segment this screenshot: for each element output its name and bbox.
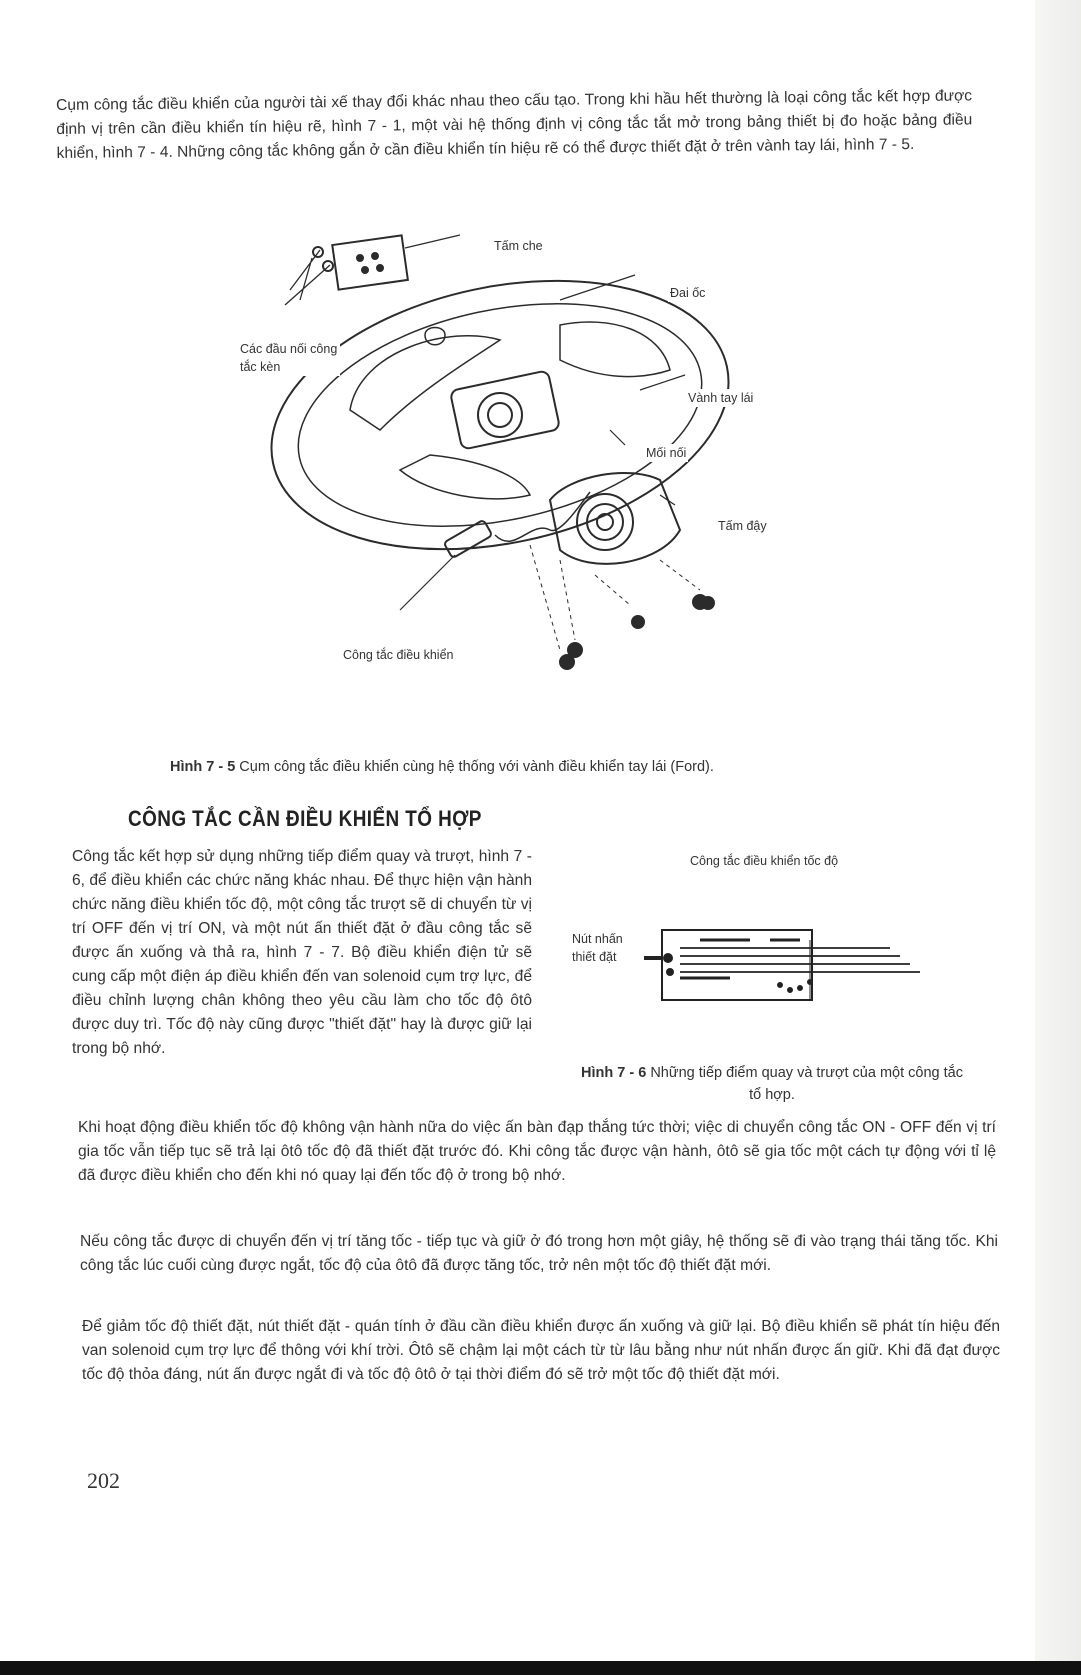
label-back-plate: Tấm đậy [718,519,767,533]
label-connector: Mối nối [646,446,687,460]
paragraph-3: Để giảm tốc độ thiết đặt, nút thiết đặt - quán tính ở đầu cần điều khiển được ấn xuống và giữ lại. Bộ điều khiển sẽ phát tín hiệu đến van solenoid cụm trợ lực để thông với khí trời. Ôtô sẽ chậm lại một cách từ từ lâu bằng như nút nhấn được ấn giữ. Khi đã đạt được tốc độ thỏa đáng, nút ấn được ngắt đi và tốc độ ôtô ở tại thời điểm đó sẽ trở một tốc độ thiết đặt mới. [82,1318,1000,1383]
label-set-button: Nút nhấn thiết đặt [570,930,644,966]
figure-7-5-caption [170,756,890,778]
intro-paragraph: Cụm công tắc điều khiển của người tài xế thay đổi khác nhau theo cấu tạo. Trong khi hầu hết thường là loại công tắc kết hợp được định vị trên cần điều khiển tín hiệu rẽ, hình 7 - 1, một vài hệ thống định vị công tắc tắt mở trong bảng thiết bị đo hoặc bảng điều khiển, hình 7 - 4. Những công tắc không gắn ở cần điều khiển tín hiệu rẽ có thể được thiết đặt ở trên vành tay lái, hình 7 - 5. [56,87,973,162]
figure-7-5-number: Hình 7 - 5 [170,759,236,775]
page-number: 202 [87,1468,120,1493]
figure-7-6-number: Hình 7 - 6 [581,1065,647,1081]
label-wheel-rim: Vành tay lái [688,391,754,405]
figure-7-6-text: Những tiếp điểm quay và trượt của một công tắc tổ hợp. [650,1065,963,1103]
scan-edge [1035,0,1081,1675]
label-cover: Tấm che [494,239,543,253]
section-heading: CÔNG TẮC CẦN ĐIỀU KHIỂN TỔ HỢP [128,806,482,831]
label-nut: Đai ốc [670,286,706,300]
section-paragraph: Công tắc kết hợp sử dụng những tiếp điểm quay và trượt, hình 7 - 6, để điều khiển các chức năng khác nhau. Để thực hiện vận hành chức năng điều khiển tốc độ, một công tắc trượt sẽ di chuyển từ vị trí OFF đến vị trí ON, và một nút ấn thiết đặt ở đầu công tắc sẽ được ấn xuống và thả ra, hình 7 - 7. Bộ điều khiển điện tử sẽ cung cấp một điện áp điều khiển đến van solenoid cụm trợ lực, để điều chỉnh lượng chân không theo yêu cầu làm cho tốc độ ôtô được duy trì. Tốc độ này cũng được "thiết đặt" hay là được giữ lại trong bộ nhớ. [72,848,532,1057]
figure-7-5-text: Cụm công tắc điều khiển cùng hệ thống với vành điều khiển tay lái (Ford). [239,759,714,775]
label-speed-switch: Công tắc điều khiển tốc độ [688,852,842,870]
label-control-switch: Công tắc điều khiển [343,648,454,662]
combination-switch-diagram [640,900,930,1010]
paragraph-2: Nếu công tắc được di chuyển đến vị trí tăng tốc - tiếp tục và giữ ở đó trong hơn một giây, hệ thống sẽ đi vào trạng thái tăng tốc. Khi công tắc lúc cuối cùng được ngắt, tốc độ của ôtô đã được tăng tốc, trở nên một tốc độ thiết đặt mới. [80,1233,998,1274]
scan-bottom-edge [0,1661,1081,1675]
label-horn-terminals: Các đầu nối công tắc kèn [238,340,340,376]
figure-7-6-caption [576,1062,968,1106]
paragraph-1: Khi hoạt động điều khiển tốc độ không vận hành nữa do việc ấn bàn đạp thắng tức thời; việc di chuyển công tắc ON - OFF đến vị trí gia tốc vẫn tiếp tục sẽ trả lại ôtô tốc độ đã thiết đặt trước đó. Khi công tắc được vận hành, ôtô sẽ gia tốc một cách tự động với tỉ lệ đã được điều khiển cho đến khi nó quay lại đến tốc độ ở trong bộ nhớ. [78,1119,996,1184]
